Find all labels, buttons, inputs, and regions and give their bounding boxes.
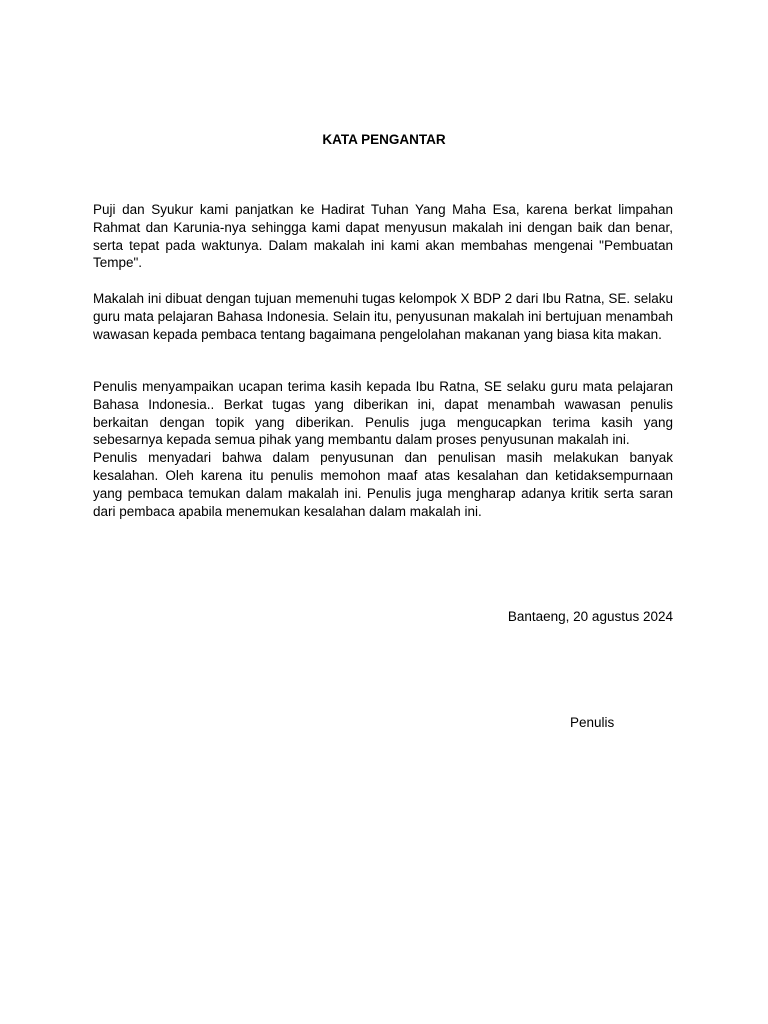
paragraph-purpose: Makalah ini dibuat dengan tujuan memenuhi tugas kelompok X BDP 2 dari Ibu Ratna, SE. selaku guru mata pelajaran Bahasa Indonesia. Selain itu, penyusunan makalah ini bertujuan menambah wawasan kepada pembaca tentang bagaimana pengelolahan makanan yang biasa kita makan. <box>93 291 673 342</box>
paragraph-thanks-group <box>93 378 673 520</box>
page-title: KATA PENGANTAR <box>322 132 446 147</box>
paragraph-opening: Puji dan Syukur kami panjatkan ke Hadirat Tuhan Yang Maha Esa, karena berkat limpahan Rahmat dan Karunia-nya sehingga kami dapat menyusun makalah ini dengan baik dan benar, serta tepat pada waktunya. Dalam makalah ini kami akan membahas mengenai "Pembuatan Tempe". <box>93 202 673 271</box>
paragraph-apology: Penulis menyadari bahwa dalam penyusunan dan penulisan masih melakukan banyak kesalahan. Oleh karena itu penulis memohon maaf atas kesalahan dan ketidaksempurnaan yang pembaca temukan dalam makalah ini. Penulis juga mengharap adanya kritik serta saran dari pembaca apabila menemukan kesalahan dalam makalah ini. <box>93 450 673 519</box>
place-date: Bantaeng, 20 agustus 2024 <box>507 609 673 624</box>
paragraph-thanks: Penulis menyampaikan ucapan terima kasih kepada Ibu Ratna, SE selaku guru mata pelajaran Bahasa Indonesia.. Berkat tugas yang diberikan ini, dapat menambah wawasan penulis berkaitan dengan topik yang diberikan. Penulis juga mengucapkan terima kasih yang sebesarnya kepada semua pihak yang membantu dalam proses penyusunan makalah ini. <box>93 379 673 448</box>
signer-name: Penulis <box>570 715 615 730</box>
